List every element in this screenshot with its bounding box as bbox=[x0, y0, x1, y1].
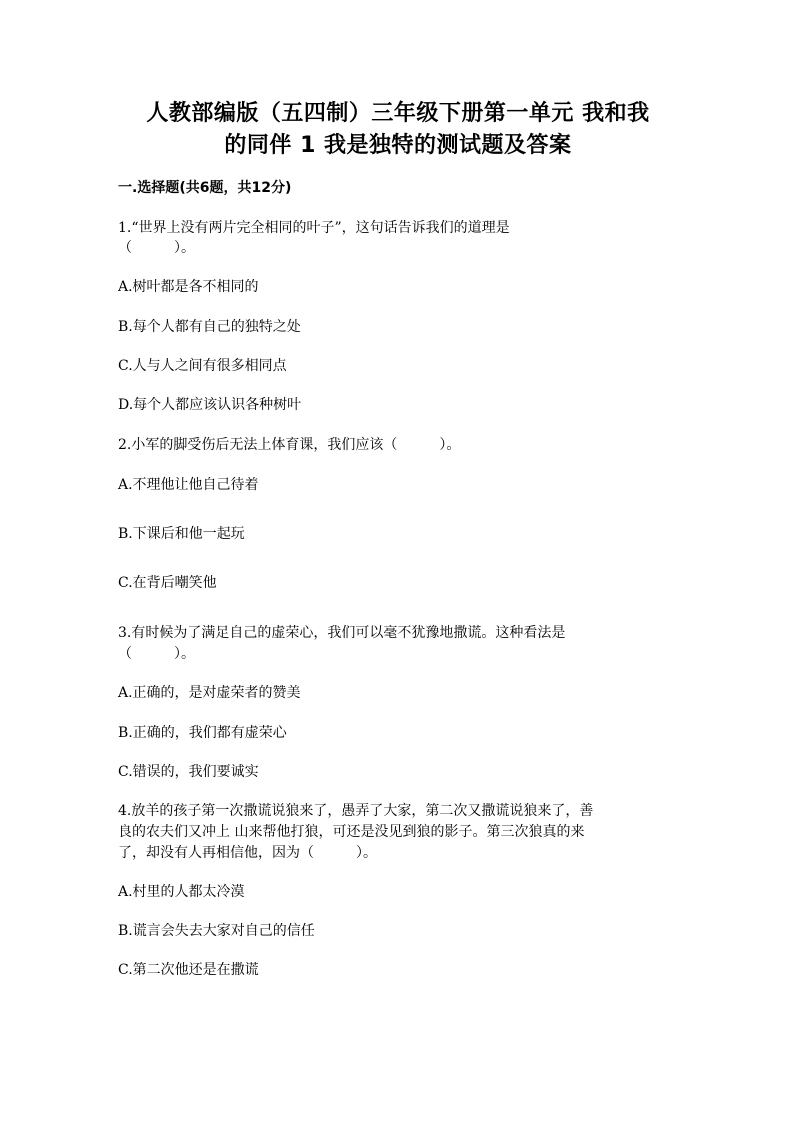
document-title-line-1: 人教部编版（五四制）三年级下册第一单元 我和我 bbox=[146, 101, 650, 126]
question-1-stem-line-1: 1.“世界上没有两片完全相同的叶子”，这句话告诉我们的道理是 bbox=[118, 220, 510, 236]
question-3-stem-line-2: （ ）。 bbox=[118, 646, 195, 662]
question-1-option-a: A.树叶都是各不相同的 bbox=[118, 279, 259, 295]
question-2-option-b: B.下课后和他一起玩 bbox=[118, 526, 245, 542]
question-4-stem-line-2: 良的农夫们又冲上 山来帮他打狼，可还是没见到狼的影子。第三次狼真的来 bbox=[118, 824, 585, 840]
question-4-stem-line-3: 了，却没有人再相信他，因为（ ）。 bbox=[118, 845, 377, 861]
question-4-option-b: B.谎言会失去大家对自己的信任 bbox=[118, 923, 315, 939]
section-heading: 一.选择题(共6题，共12分) bbox=[118, 180, 292, 196]
question-2-option-a: A.不理他让他自己待着 bbox=[118, 477, 259, 493]
question-3-option-b: B.正确的，我们都有虚荣心 bbox=[118, 725, 287, 741]
question-3-stem-line-1: 3.有时候为了满足自己的虚荣心，我们可以毫不犹豫地撒谎。这种看法是 bbox=[118, 625, 566, 641]
document-title-line-2: 的同伴 1 我是独特的测试题及答案 bbox=[224, 133, 572, 158]
question-2-stem-line-1: 2.小军的脚受伤后无法上体育课，我们应该（ ）。 bbox=[118, 437, 461, 453]
question-4-option-a: A.村里的人都太冷漠 bbox=[118, 884, 245, 900]
question-4-stem-line-1: 4.放羊的孩子第一次撒谎说狼来了，愚弄了大家，第二次又撒谎说狼来了，善 bbox=[118, 803, 594, 819]
question-1-option-c: C.人与人之间有很多相同点 bbox=[118, 358, 287, 374]
question-4-option-c: C.第二次他还是在撒谎 bbox=[118, 962, 259, 978]
question-3-option-a: A.正确的，是对虚荣者的赞美 bbox=[118, 685, 301, 701]
question-1-stem-line-2: （ ）。 bbox=[118, 240, 195, 256]
question-3-option-c: C.错误的，我们要诚实 bbox=[118, 764, 259, 780]
question-1-option-d: D.每个人都应该认识各种树叶 bbox=[118, 397, 302, 413]
question-1-option-b: B.每个人都有自己的独特之处 bbox=[118, 319, 301, 335]
question-2-option-c: C.在背后嘲笑他 bbox=[118, 575, 217, 591]
